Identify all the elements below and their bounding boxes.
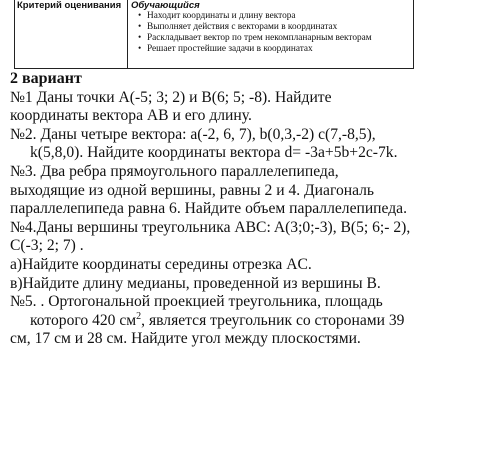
- task-3-line-1: №3. Два ребра прямоугольного параллелепипеда,: [10, 162, 339, 180]
- task-4-line-2: C(-3; 2; 7) .: [10, 237, 84, 255]
- assignment-body: [10, 70, 494, 349]
- variant-title: 2 вариант: [10, 70, 82, 87]
- student-column: [128, 0, 413, 68]
- criteria-header: Критерий оценивания: [15, 0, 128, 68]
- task-4-line-1: №4.Даны вершины треугольника ABC: A(3;0;-3), B(5; 6;- 2),: [10, 218, 411, 236]
- task-1-line-2: координаты вектора AB и его длину.: [10, 107, 252, 125]
- criteria-item: • Раскладывает вектор по трем некомпланарным векторам: [147, 33, 413, 44]
- task-1-line-1: №1 Даны точки A(-5; 3; 2) и B(6; 5; -8). Найдите: [10, 88, 332, 106]
- task-5-area: которого 420 см: [30, 311, 137, 329]
- area-unit-exponent: 2: [136, 310, 142, 322]
- task-5-line-2: [10, 312, 494, 331]
- criteria-item: • Выполняет действия с векторами в координатах: [147, 22, 413, 33]
- task-4-part-a: а)Найдите координаты середины отрезка AC.: [10, 255, 312, 273]
- criteria-item: • Находит координаты и длину вектора: [147, 11, 413, 22]
- task-4-part-b: в)Найдите длину медианы, проведенной из вершины B.: [10, 274, 381, 292]
- task-2-line-2: k(5,8,0). Найдите координаты вектора d= -3a+5b+2c-7k.: [30, 144, 398, 162]
- task-3-line-2: выходящие из одной вершины, равны 2 и 4. Диагональ: [10, 181, 375, 199]
- criteria-list: [131, 11, 413, 55]
- criteria-table: [14, 0, 414, 69]
- task-5-line-1: №5. . Ортогональной проекцией треугольника, площадь: [10, 293, 383, 311]
- student-header: Обучающийся: [131, 0, 200, 11]
- task-5-sides: , является треугольник со сторонами 39: [141, 311, 405, 329]
- task-3-line-3: параллелепипеда равна 6. Найдите объем параллелепипеда.: [10, 200, 408, 218]
- criteria-item: • Решает простейшие задачи в координатах: [147, 44, 413, 55]
- task-5-line-3: см, 17 см и 28 см. Найдите угол между плоскостями.: [10, 330, 361, 348]
- task-2-line-1: №2. Даны четыре вектора: a(-2, 6, 7), b(0,3,-2) c(7,-8,5),: [10, 125, 376, 143]
